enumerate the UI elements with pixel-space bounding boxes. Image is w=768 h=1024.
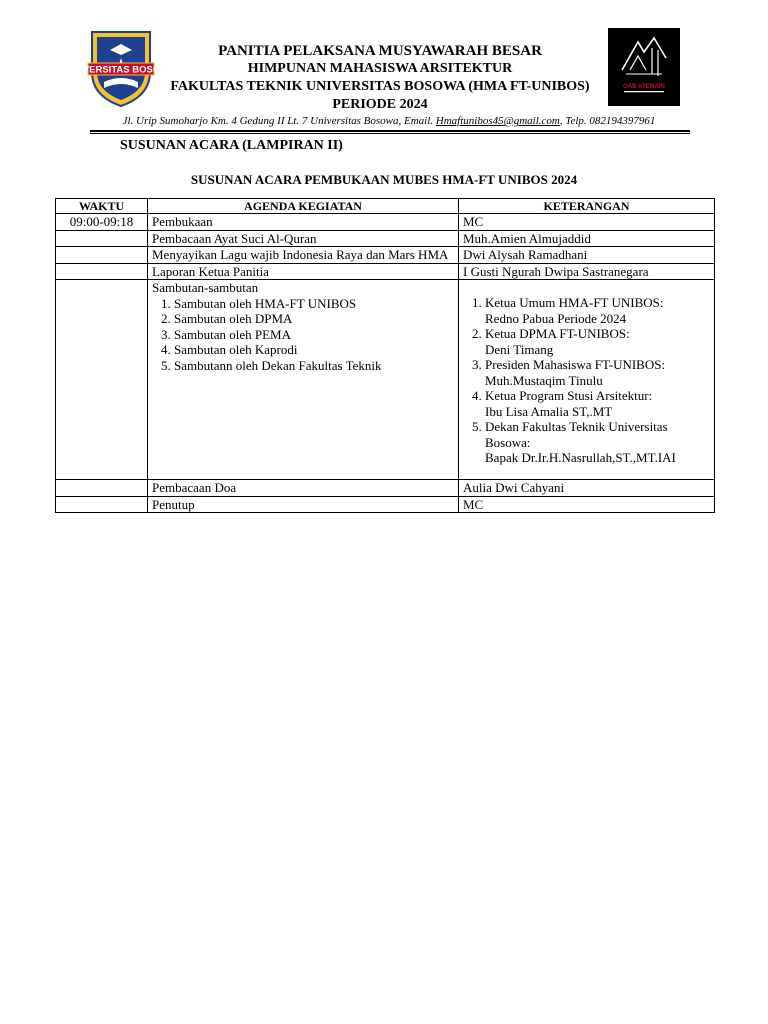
cell-waktu bbox=[56, 230, 148, 247]
list-item: 5. Sambutann oleh Dekan Fakultas Teknik bbox=[174, 358, 454, 374]
cell-keterangan: Muh.Amien Almujaddid bbox=[459, 230, 715, 247]
cell-agenda: Laporan Ketua Panitia bbox=[148, 263, 459, 280]
speaker-role: 2. Ketua DPMA FT-UNIBOS: bbox=[485, 326, 630, 341]
header-rule-thick bbox=[90, 130, 690, 132]
address-suffix: , Telp. 082194397961 bbox=[559, 115, 656, 127]
email-link[interactable]: Hmaftunibos45@gmail.com bbox=[435, 115, 560, 127]
list-item bbox=[485, 388, 710, 419]
list-item: 3. Sambutan oleh PEMA bbox=[174, 327, 454, 343]
speaker-role: 3. Presiden Mahasiswa FT-UNIBOS: bbox=[485, 357, 666, 372]
list-item bbox=[485, 326, 710, 357]
header-rule-thin bbox=[90, 133, 690, 134]
cell-agenda: Pembacaan Doa bbox=[148, 480, 459, 497]
speaker-name: Bapak Dr.Ir.H.Nasrullah,ST.,MT.IAI bbox=[485, 450, 676, 465]
speaker-role: 1. Ketua Umum HMA-FT UNIBOS: bbox=[485, 295, 664, 310]
list-item: 1. Sambutan oleh HMA-FT UNIBOS bbox=[174, 296, 454, 312]
table-row bbox=[56, 496, 715, 513]
cell-waktu bbox=[56, 247, 148, 264]
university-crest-icon bbox=[66, 28, 176, 108]
sambutan-list bbox=[152, 296, 454, 374]
list-item bbox=[485, 295, 710, 326]
header-waktu: WAKTU bbox=[56, 199, 148, 214]
header-agenda: AGENDA KEGIATAN bbox=[148, 199, 459, 214]
table-header-row bbox=[56, 199, 715, 214]
architecture-logo-text: OAB ATEMARI bbox=[623, 84, 665, 90]
speaker-role: 4. Ketua Program Stusi Arsitektur: bbox=[485, 388, 653, 403]
list-item bbox=[485, 419, 710, 466]
table-row-sambutan bbox=[56, 280, 715, 480]
letterhead bbox=[66, 26, 680, 130]
list-item: 2. Sambutan oleh DPMA bbox=[174, 311, 454, 327]
table-row bbox=[56, 230, 715, 247]
cell-keterangan: Aulia Dwi Cahyani bbox=[459, 480, 715, 497]
cell-keterangan: MC bbox=[459, 214, 715, 231]
cell-agenda: Menyayikan Lagu wajib Indonesia Raya dan Mars HMA bbox=[148, 247, 459, 264]
org-heading bbox=[160, 42, 600, 114]
architecture-logo-icon bbox=[608, 28, 680, 106]
speaker-name: Ibu Lisa Amalia ST,.MT bbox=[485, 403, 613, 419]
org-line-3: FAKULTAS TEKNIK UNIVERSITAS BOSOWA (HMA FT-UNIBOS) bbox=[170, 79, 590, 94]
cell-keterangan: Dwi Alysah Ramadhani bbox=[459, 247, 715, 264]
table-row bbox=[56, 480, 715, 497]
agenda-table bbox=[55, 198, 715, 513]
org-line-2: HIMPUNAN MAHASISWA ARSITEKTUR bbox=[247, 61, 513, 76]
speaker-list bbox=[463, 295, 710, 466]
speaker-name: Muh.Mustaqim Tinulu bbox=[485, 372, 603, 388]
header-keterangan: KETERANGAN bbox=[459, 199, 715, 214]
sambutan-title: Sambutan-sambutan bbox=[152, 280, 259, 295]
speaker-role: 5. Dekan Fakultas Teknik Universitas Bosowa: bbox=[485, 419, 668, 450]
section-title: SUSUNAN ACARA (LAMPIRAN II) bbox=[120, 138, 343, 153]
table-row bbox=[56, 247, 715, 264]
cell-keterangan: I Gusti Ngurah Dwipa Sastranegara bbox=[459, 263, 715, 280]
cell-keterangan-sambutan bbox=[459, 280, 715, 480]
table-title: SUSUNAN ACARA PEMBUKAAN MUBES HMA-FT UNIBOS 2024 bbox=[190, 172, 578, 187]
cell-agenda: Pembacaan Ayat Suci Al-Quran bbox=[148, 230, 459, 247]
cell-waktu bbox=[56, 280, 148, 480]
cell-agenda: Penutup bbox=[148, 496, 459, 513]
speaker-name: Redno Pabua Periode 2024 bbox=[485, 310, 627, 326]
table-row bbox=[56, 263, 715, 280]
cell-waktu: 09:00-09:18 bbox=[56, 214, 148, 231]
table-row bbox=[56, 214, 715, 231]
cell-waktu bbox=[56, 496, 148, 513]
org-line-1: PANITIA PELAKSANA MUSYAWARAH BESAR bbox=[218, 43, 542, 59]
cell-waktu bbox=[56, 263, 148, 280]
crest-logo-text: UNIVERSITAS BOSOWA bbox=[66, 64, 176, 76]
cell-waktu bbox=[56, 480, 148, 497]
list-item: 4. Sambutan oleh Kaprodi bbox=[174, 342, 454, 358]
cell-agenda-sambutan bbox=[148, 280, 459, 480]
address-line bbox=[94, 115, 684, 127]
cell-keterangan: MC bbox=[459, 496, 715, 513]
speaker-name: Deni Timang bbox=[485, 341, 554, 357]
address-prefix: Jl. Urip Sumoharjo Km. 4 Gedung II Lt. 7 Universitas Bosowa, Email. bbox=[122, 115, 436, 127]
list-item bbox=[485, 357, 710, 388]
org-line-4: PERIODE 2024 bbox=[332, 97, 428, 112]
cell-agenda: Pembukaan bbox=[148, 214, 459, 231]
